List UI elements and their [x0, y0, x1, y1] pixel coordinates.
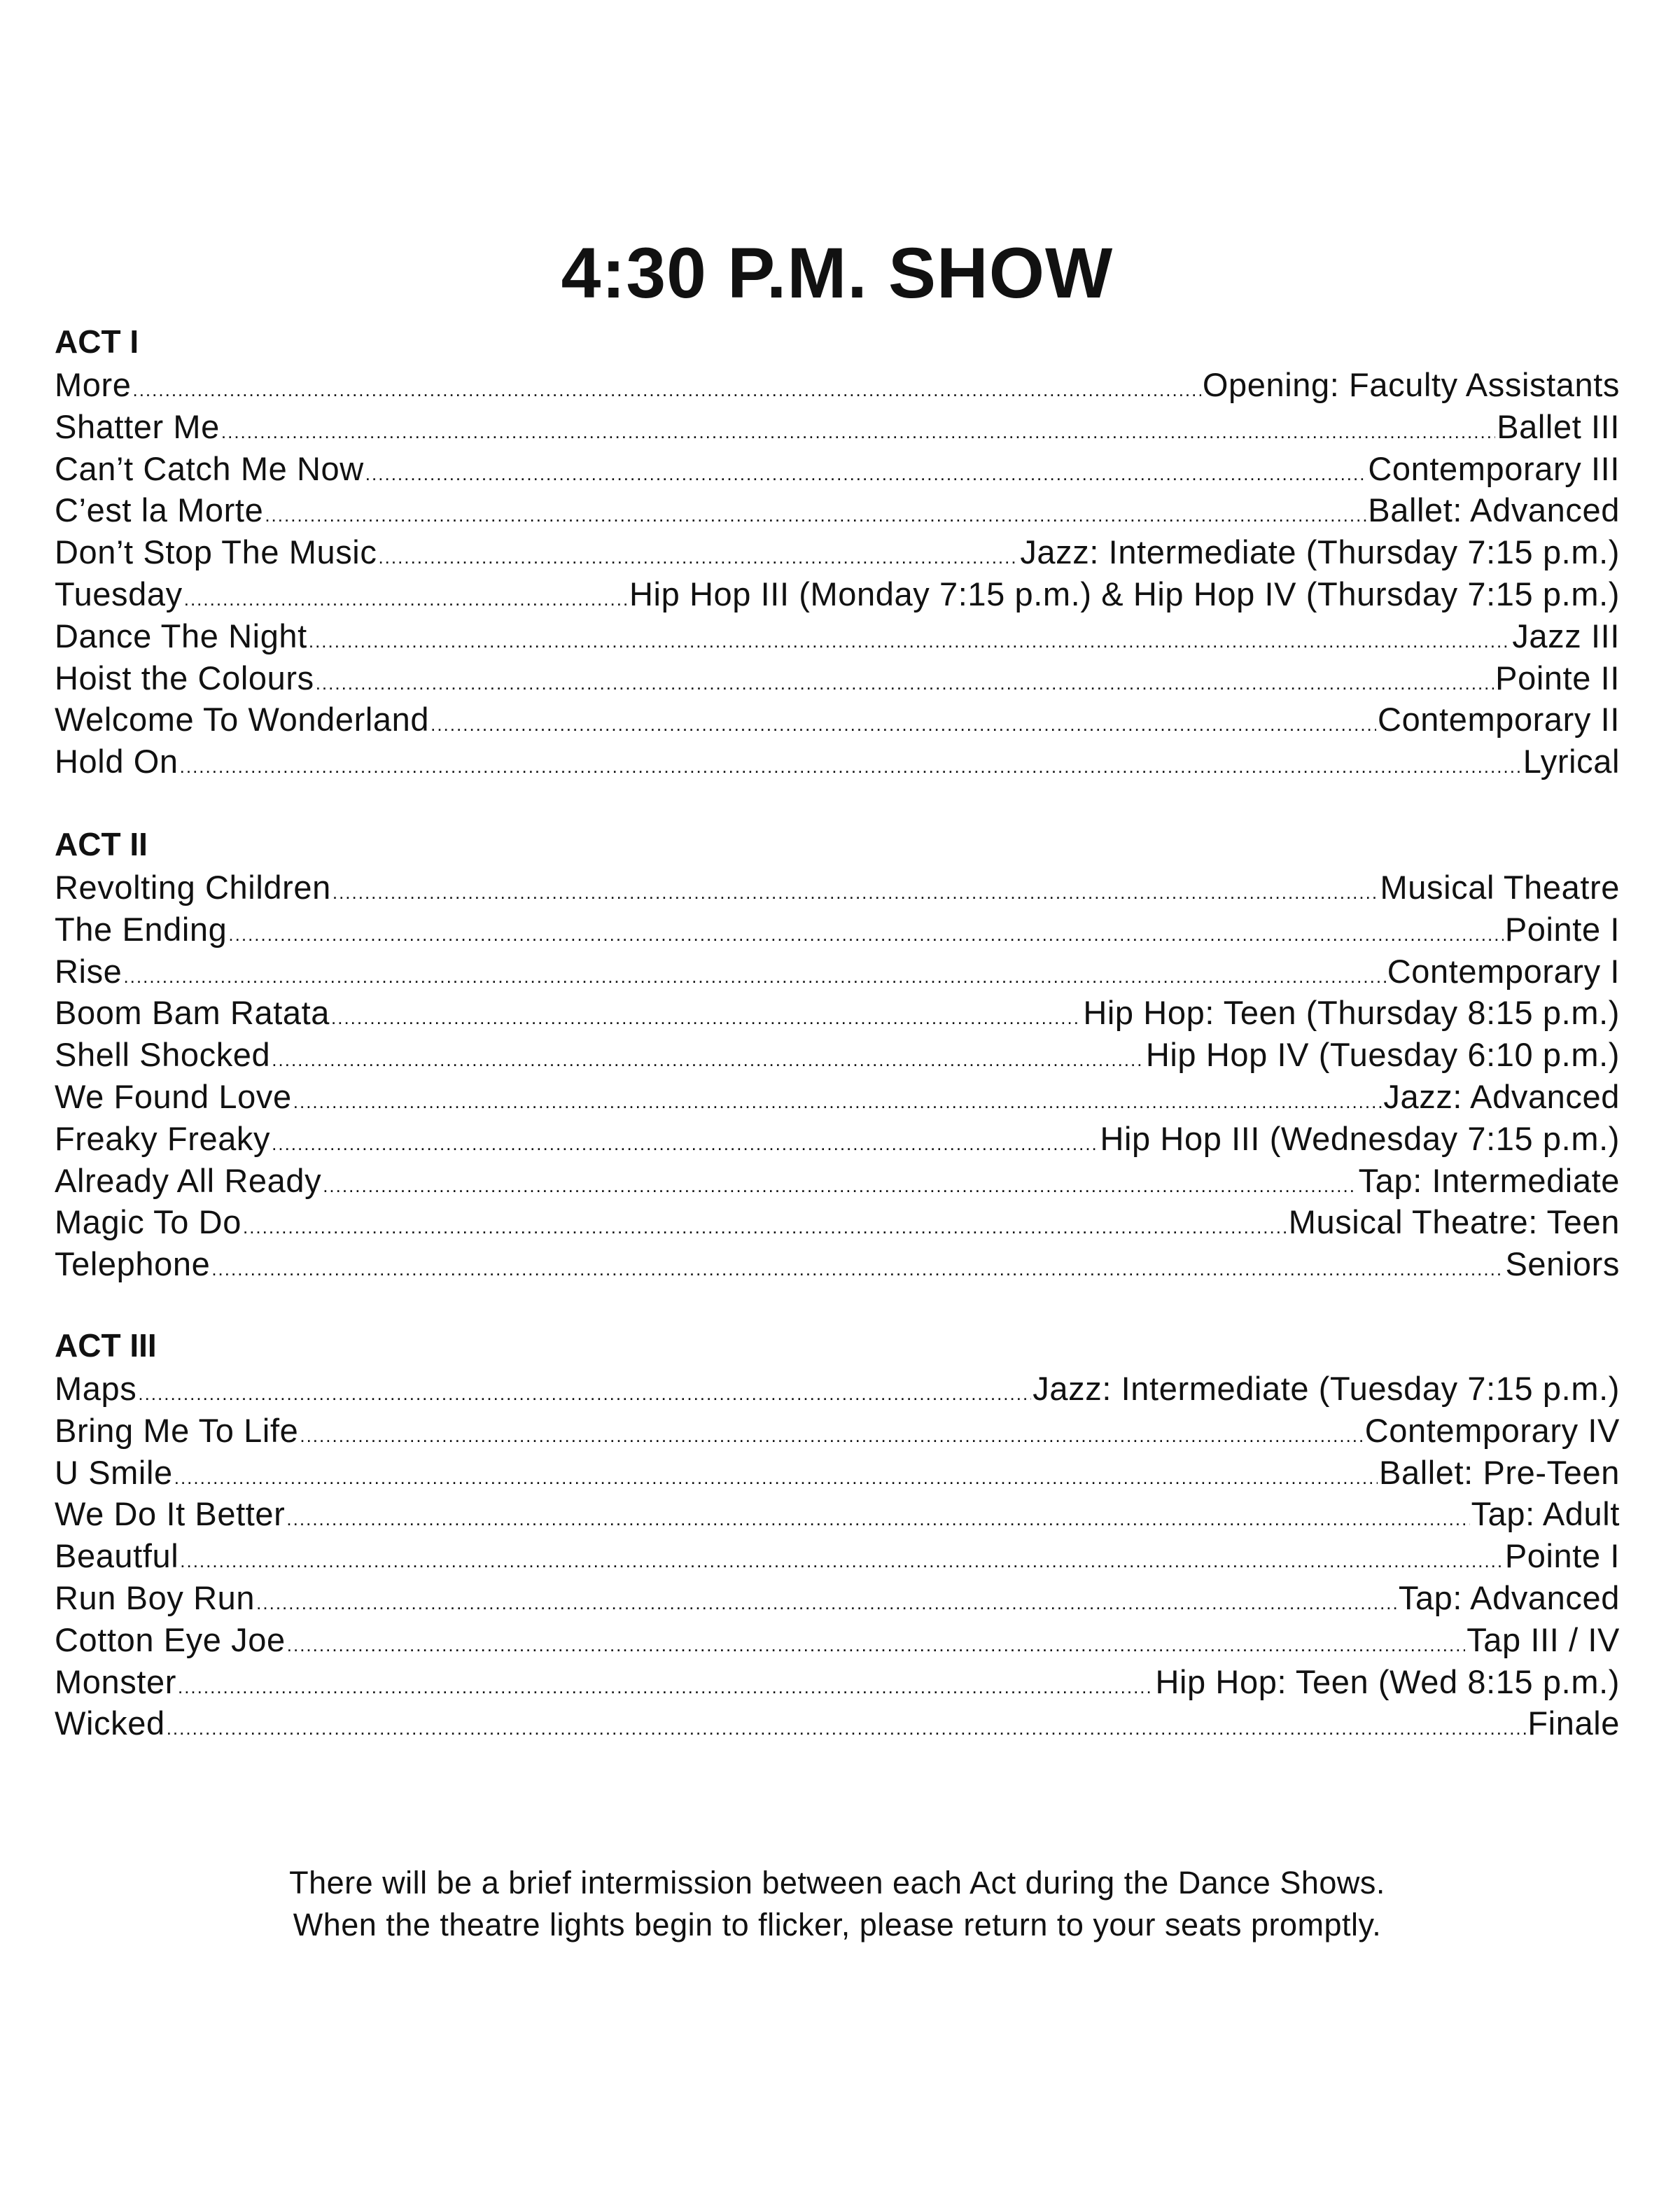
dance-class: Hip Hop: Teen (Wed 8:15 p.m.) — [1155, 1662, 1620, 1700]
dance-class: Pointe I — [1504, 1537, 1620, 1575]
dot-leader — [243, 1207, 1287, 1249]
program-row — [55, 741, 1620, 783]
dance-class: Musical Theatre: Teen — [1288, 1203, 1620, 1241]
dot-leader — [323, 1166, 1357, 1208]
dance-class: Hip Hop: Teen (Thursday 8:15 p.m.) — [1083, 994, 1620, 1032]
dance-class: Ballet III — [1497, 407, 1620, 445]
dance-class: Hip Hop IV (Tuesday 6:10 p.m.) — [1145, 1036, 1620, 1074]
program-row — [55, 951, 1620, 993]
dance-class: Pointe I — [1504, 910, 1620, 948]
song-title: Run Boy Run — [55, 1578, 255, 1616]
program-row — [55, 699, 1620, 741]
dot-leader — [316, 663, 1494, 705]
song-title: Can’t Catch Me Now — [55, 449, 364, 487]
program-row — [55, 406, 1620, 448]
song-title: Cotton Eye Joe — [55, 1620, 286, 1658]
program-row — [55, 448, 1620, 490]
song-title: Hoist the Colours — [55, 659, 314, 696]
dance-class: Ballet: Advanced — [1368, 491, 1620, 529]
dot-leader — [211, 1249, 1504, 1291]
dance-class: Hip Hop III (Wednesday 7:15 p.m.) — [1100, 1119, 1620, 1157]
program-row — [55, 489, 1620, 531]
dot-leader — [180, 1541, 1504, 1583]
song-title: Tuesday — [55, 575, 183, 612]
song-title: We Found Love — [55, 1077, 292, 1115]
dance-class: Ballet: Pre-Teen — [1379, 1453, 1620, 1491]
dot-leader — [132, 370, 1200, 412]
dance-class: Pointe II — [1495, 659, 1620, 696]
dance-class: Jazz III — [1512, 617, 1620, 654]
program-row — [55, 1661, 1620, 1703]
program-row — [55, 867, 1620, 909]
dot-leader — [167, 1708, 1527, 1750]
program-row — [55, 1034, 1620, 1076]
program-row — [55, 657, 1620, 699]
program-row — [55, 1368, 1620, 1410]
dance-class: Hip Hop III (Monday 7:15 p.m.) & Hip Hop IV (Thursday 7:15 p.m.) — [629, 575, 1620, 612]
dot-leader — [332, 872, 1379, 914]
program-row — [55, 1493, 1620, 1535]
dot-leader — [272, 1040, 1144, 1082]
song-title: Freaky Freaky — [55, 1119, 271, 1157]
program-row — [55, 1076, 1620, 1118]
program-row — [55, 573, 1620, 615]
act-2-list — [55, 867, 1620, 1285]
song-title: More — [55, 366, 132, 403]
program-row — [55, 1452, 1620, 1494]
program-row — [55, 364, 1620, 406]
dance-class: Contemporary I — [1387, 952, 1620, 990]
song-title: Welcome To Wonderland — [55, 701, 430, 738]
act-heading: ACT II — [55, 826, 148, 862]
program-row — [55, 1410, 1620, 1452]
program-row — [55, 1702, 1620, 1744]
note-line: When the theatre lights begin to flicker, please return to your seats promptly. — [293, 1907, 1382, 1942]
song-title: Telephone — [55, 1245, 211, 1283]
program-row — [55, 1619, 1620, 1661]
program-row — [55, 909, 1620, 951]
program-page — [55, 0, 1620, 2205]
dance-class: Contemporary IV — [1364, 1411, 1620, 1449]
song-title: Bring Me To Life — [55, 1411, 299, 1449]
program-row — [55, 1201, 1620, 1243]
dance-class: Jazz: Advanced — [1383, 1077, 1620, 1115]
dot-leader — [256, 1583, 1397, 1625]
dance-class: Contemporary II — [1378, 701, 1620, 738]
dot-leader — [286, 1499, 1469, 1541]
song-title: U Smile — [55, 1453, 173, 1491]
song-title: Maps — [55, 1370, 137, 1407]
dot-leader — [309, 621, 1511, 663]
dot-leader — [221, 412, 1495, 454]
dot-leader — [180, 746, 1522, 788]
dot-leader — [331, 997, 1082, 1040]
dot-leader — [228, 914, 1503, 956]
dot-leader — [178, 1667, 1154, 1709]
show-title: 4:30 P.M. SHOW — [561, 233, 1114, 313]
song-title: Shatter Me — [55, 407, 220, 445]
act-1-section — [55, 323, 1620, 783]
act-3-list — [55, 1368, 1620, 1744]
song-title: Boom Bam Ratata — [55, 994, 330, 1032]
dance-class: Seniors — [1505, 1245, 1620, 1283]
dot-leader — [430, 704, 1376, 746]
dance-class: Jazz: Intermediate (Tuesday 7:15 p.m.) — [1032, 1370, 1620, 1407]
dance-class: Tap: Intermediate — [1358, 1161, 1620, 1199]
program-row — [55, 1118, 1620, 1160]
dance-class: Musical Theatre — [1380, 869, 1620, 906]
dot-leader — [174, 1457, 1378, 1499]
dance-class: Contemporary III — [1368, 449, 1620, 487]
program-row — [55, 1160, 1620, 1202]
song-title: Rise — [55, 952, 122, 990]
dance-class: Jazz: Intermediate (Thursday 7:15 p.m.) — [1020, 533, 1620, 571]
song-title: Don’t Stop The Music — [55, 533, 377, 571]
program-row — [55, 531, 1620, 573]
act-heading: ACT I — [55, 323, 139, 360]
song-title: Shell Shocked — [55, 1036, 271, 1074]
song-title: C’est la Morte — [55, 491, 264, 529]
song-title: Monster — [55, 1662, 176, 1700]
song-title: Magic To Do — [55, 1203, 241, 1241]
dance-class: Tap: Advanced — [1398, 1578, 1620, 1616]
song-title: Dance The Night — [55, 617, 307, 654]
act-heading: ACT III — [55, 1327, 157, 1364]
program-row — [55, 992, 1620, 1034]
program-row — [55, 1243, 1620, 1285]
dance-class: Lyrical — [1522, 743, 1620, 780]
program-row — [55, 1577, 1620, 1619]
program-row — [55, 615, 1620, 657]
dance-class: Tap: Adult — [1471, 1495, 1620, 1533]
act-1-list — [55, 364, 1620, 783]
act-3-section — [55, 1327, 1620, 1744]
song-title: Already All Ready — [55, 1161, 322, 1199]
dot-leader — [272, 1124, 1098, 1166]
dance-class: Opening: Faculty Assistants — [1202, 366, 1620, 403]
note-line: There will be a brief intermission between each Act during the Dance Shows. — [289, 1865, 1385, 1900]
dot-leader — [365, 454, 1367, 496]
dance-class: Finale — [1527, 1704, 1620, 1742]
program-row — [55, 1535, 1620, 1577]
song-title: Wicked — [55, 1704, 165, 1742]
act-2-section — [55, 826, 1620, 1285]
song-title: Beautful — [55, 1537, 179, 1575]
song-title: Revolting Children — [55, 869, 331, 906]
song-title: We Do It Better — [55, 1495, 286, 1533]
intermission-note — [55, 1862, 1620, 1946]
song-title: The Ending — [55, 910, 227, 948]
dot-leader — [300, 1415, 1363, 1457]
dance-class: Tap III / IV — [1466, 1620, 1620, 1658]
song-title: Hold On — [55, 743, 178, 780]
